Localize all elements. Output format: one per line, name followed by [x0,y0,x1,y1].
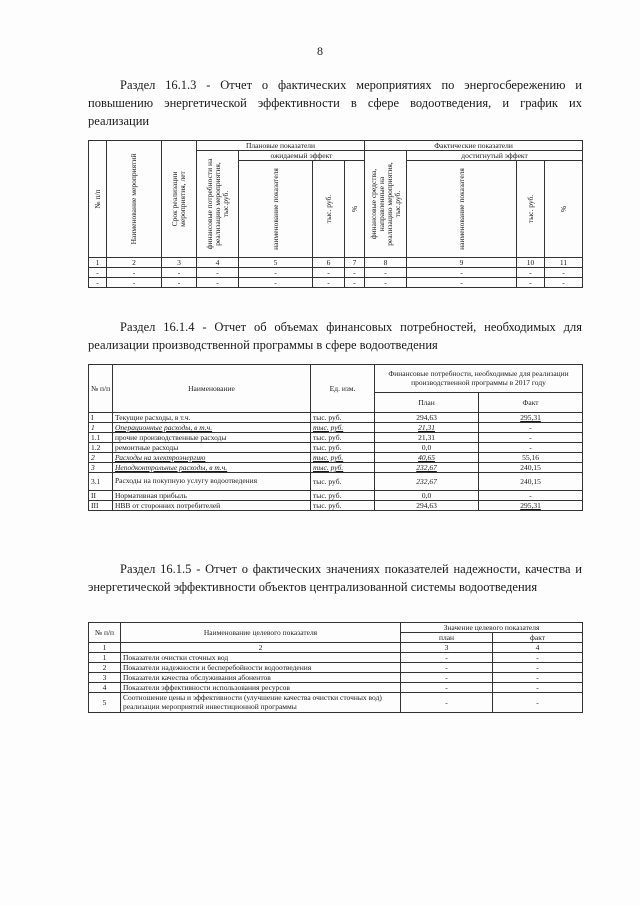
row-plan: - [401,683,493,693]
table-cell: - [545,278,583,288]
row-num: II [89,491,113,501]
table-cell: - [545,268,583,278]
col-name-header: Наименование целевого показателя [121,623,401,643]
col-fact-pct-header: % [545,161,583,258]
col-number: 8 [365,258,407,268]
col-fact-th-header: тыс. руб. [517,161,545,258]
col-fact-header: факт [493,633,583,643]
row-fact: 295,31 [479,413,583,423]
row-plan: - [401,663,493,673]
col-plan-ind-header: наименование показателя [239,161,313,258]
col-plan-header: План [375,393,479,413]
table-cell: - [365,268,407,278]
row-num: 5 [89,693,121,713]
table-cell: - [162,278,197,288]
table-row [89,423,583,433]
row-name: Расходы на покупную услугу водоотведения [113,473,311,491]
row-plan: 21,31 [375,433,479,443]
table-row [89,413,583,423]
col-number: 5 [239,258,313,268]
row-fact: - [493,653,583,663]
financial-needs-table [88,364,583,511]
row-plan: 0,0 [375,491,479,501]
row-unit: тыс. руб. [311,413,375,423]
row-fact: 240,15 [479,473,583,491]
row-plan: 232,67 [375,463,479,473]
section-title-16-1-5: Раздел 16.1.5 - Отчет о фактических значениях показателей надежности, качества и энергетической эффективности объектов централизованной системы водоотведения [88,562,582,594]
row-plan: 0,0 [375,443,479,453]
col-unit-header: Ед. изм. [311,365,375,413]
row-num: I [89,413,113,423]
row-plan: - [401,693,493,713]
row-name: Нормативная прибыль [113,491,311,501]
table-row [89,501,583,511]
row-plan: 294,63 [375,413,479,423]
col-number: 1 [89,643,121,653]
value-header: Значение целевого показателя [401,623,583,633]
table-row [89,491,583,501]
row-name: ремонтные расходы [113,443,311,453]
col-number: 4 [493,643,583,653]
col-fact-ind-header: наименование показателя [407,161,517,258]
table-cell: - [407,278,517,288]
row-name: Неподконтрольные расходы, в т.ч. [113,463,311,473]
row-num: 4 [89,683,121,693]
table-row [89,443,583,453]
planned-group-header: Плановые показатели [197,141,365,151]
row-name: Расходы на электроэнергию [113,453,311,463]
achieved-effect-header: достигнутый эффект [407,151,583,161]
row-unit: тыс. руб. [311,453,375,463]
col-term-header: Срок реализации мероприятия, лет [162,141,197,258]
row-name: прочие производственные расходы [113,433,311,443]
col-number: 2 [107,258,162,268]
row-fact: - [479,423,583,433]
row-name: Показатели эффективности использования ресурсов [121,683,401,693]
col-number: 9 [407,258,517,268]
col-name-header: Наименование [113,365,311,413]
table-row [89,278,583,288]
row-num: 3 [89,463,113,473]
row-num: 1 [89,653,121,663]
row-num: 2 [89,663,121,673]
table-row [89,268,583,278]
col-number: 3 [162,258,197,268]
table-cell: - [345,278,365,288]
row-fact: - [479,443,583,453]
row-name: Показатели очистки сточных вод [121,653,401,663]
table-row [89,663,583,673]
table-cell: - [345,268,365,278]
row-fact: 240,15 [479,463,583,473]
row-unit: тыс. руб. [311,443,375,453]
table-cell: - [407,268,517,278]
row-fact: - [493,693,583,713]
row-fact: 55,16 [479,453,583,463]
row-plan: - [401,673,493,683]
row-plan: 21,31 [375,423,479,433]
col-number: 3 [401,643,493,653]
col-number: 2 [121,643,401,653]
table-row [89,673,583,683]
col-plan-pct-header: % [345,161,365,258]
col-num-header: № п/п [89,365,113,413]
table-cell: - [89,268,107,278]
row-name: Показатели качества обслуживания абонентов [121,673,401,683]
table-row [89,473,583,491]
row-unit: тыс. руб. [311,433,375,443]
row-unit: тыс. руб. [311,473,375,491]
row-plan: 232,67 [375,473,479,491]
col-name-header: Наименование мероприятий [107,141,162,258]
table-row [89,453,583,463]
section-title-16-1-4: Раздел 16.1.4 - Отчет об объемах финансовых потребностей, необходимых для реализации производственной программы в сфере водоотведения [88,320,582,352]
table-cell: - [107,268,162,278]
row-num: 1.2 [89,443,113,453]
table-cell: - [239,268,313,278]
table-row [89,463,583,473]
needs-header: Финансовые потребности, необходимые для реализации производственной программы в 2017 году [375,365,583,393]
col-plan-fin-header: финансовые потребности на реализацию мероприятия, тыс.руб. [197,151,239,258]
row-fact: - [493,683,583,693]
col-fact-fin-header: финансовые средства, направленные на реализацию мероприятия, тыс.руб. [365,151,407,258]
indicators-table [88,622,583,713]
table-cell: - [313,278,345,288]
table-cell: - [107,278,162,288]
table-cell: - [197,278,239,288]
row-name: Текущие расходы, в т.ч. [113,413,311,423]
col-fact-header: Факт [479,393,583,413]
row-unit: тыс. руб. [311,423,375,433]
row-num: 2 [89,453,113,463]
events-table [88,140,583,288]
row-name: Операционные расходы, в т.ч. [113,423,311,433]
actual-group-header: Фактические показатели [365,141,583,151]
expected-effect-header: ожидаемый эффект [239,151,365,161]
table-cell: - [517,268,545,278]
row-name: Показатели надежности и бесперебойности водоотведения [121,663,401,673]
table-cell: - [162,268,197,278]
column-numbers-row [89,258,583,268]
col-num-header: № п/п [89,141,107,258]
table-row [89,683,583,693]
column-numbers-row [89,643,583,653]
row-num: 1.1 [89,433,113,443]
table-row [89,433,583,443]
row-plan: 294,63 [375,501,479,511]
table-row [89,693,583,713]
table-cell: - [239,278,313,288]
col-number: 7 [345,258,365,268]
table-cell: - [89,278,107,288]
table-cell: - [313,268,345,278]
col-number: 1 [89,258,107,268]
table-cell: - [517,278,545,288]
row-num: III [89,501,113,511]
col-number: 4 [197,258,239,268]
row-name: НВВ от сторонних потребителей [113,501,311,511]
col-number: 11 [545,258,583,268]
row-plan: - [401,653,493,663]
row-fact: - [493,663,583,673]
col-number: 10 [517,258,545,268]
col-plan-th-header: тыс. руб. [313,161,345,258]
row-fact: - [479,433,583,443]
row-unit: тыс. руб. [311,463,375,473]
row-num: 3 [89,673,121,683]
row-num: 3.1 [89,473,113,491]
row-fact: - [479,491,583,501]
row-unit: тыс. руб. [311,501,375,511]
page-number: 8 [317,44,323,58]
col-plan-header: план [401,633,493,643]
col-number: 6 [313,258,345,268]
row-unit: тыс. руб. [311,491,375,501]
table-cell: - [197,268,239,278]
section-title-16-1-3: Раздел 16.1.3 - Отчет о фактических мероприятиях по энергосбережению и повышению энергетической эффективности в сфере водоотведения, и график их реализации [88,78,582,128]
row-fact: 295,31 [479,501,583,511]
row-num: 1 [89,423,113,433]
col-num-header: № п/п [89,623,121,643]
table-cell: - [365,278,407,288]
table-row [89,653,583,663]
row-name: Соотношение цены и эффективности (улучшение качества очистки сточных вод) реализации мероприятий инвестиционной программы [121,693,401,713]
row-plan: 40,65 [375,453,479,463]
row-fact: - [493,673,583,683]
